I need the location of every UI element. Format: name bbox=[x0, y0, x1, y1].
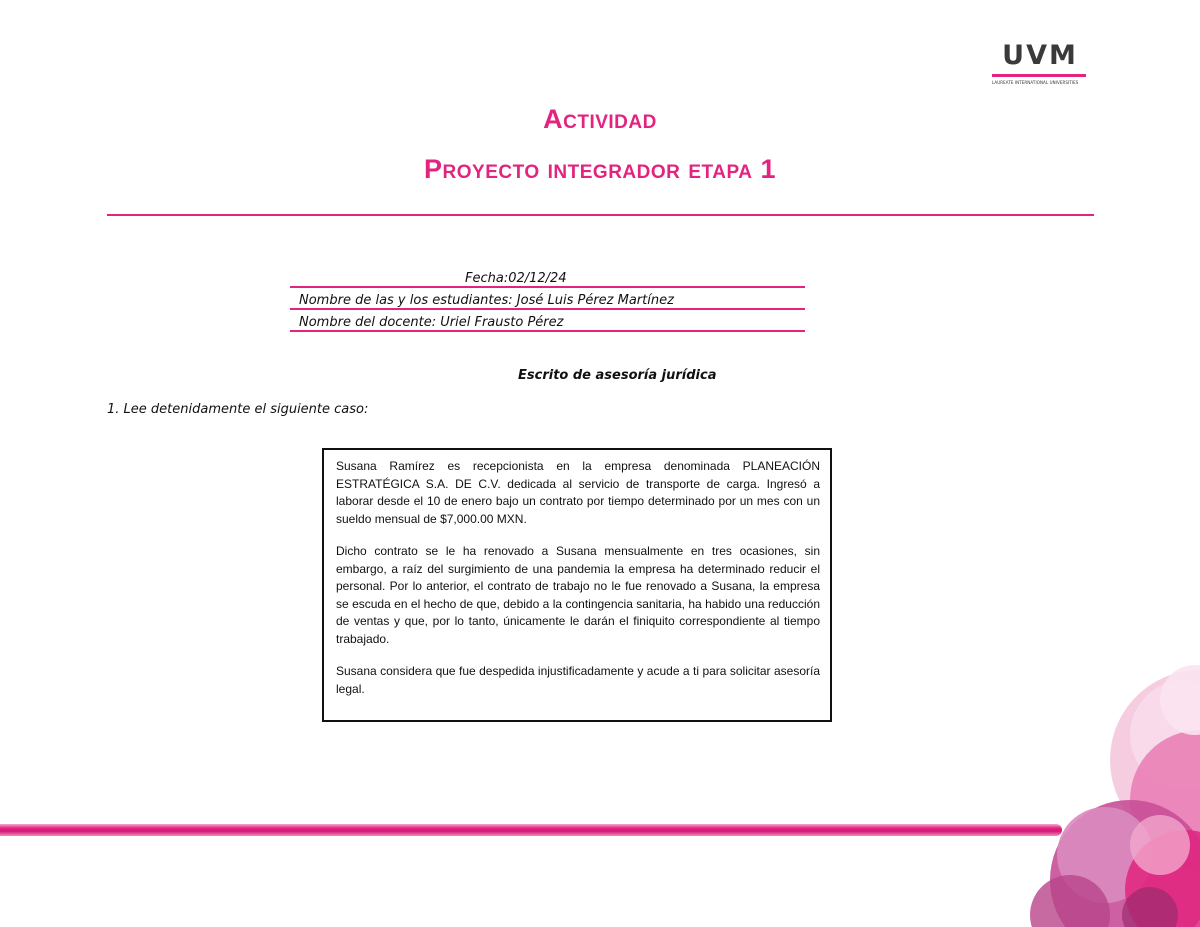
page-title: Actividad bbox=[543, 104, 657, 134]
date-field: Fecha:02/12/24 bbox=[290, 269, 805, 288]
case-box bbox=[322, 448, 832, 722]
footer-bar bbox=[0, 824, 1062, 836]
header-divider bbox=[107, 214, 1094, 216]
logo-word: UVM bbox=[1002, 40, 1078, 71]
logo-subtitle: LAUREATE INTERNATIONAL UNIVERSITIES bbox=[992, 80, 1079, 85]
case-paragraph: Dicho contrato se le ha renovado a Susana mensualmente en tres ocasiones, sin embargo, a raíz del surgimiento de una pandemia la empresa ha determinado reducir el personal. Por lo anterior, el contrato de trabajo no le fue renovado a Susana, la empresa se escuda en el hecho de que, debido a la contingencia sanitaria, ha habido una reducción de ventas y que, por lo tanto, únicamente le darán el finiquito correspondiente al tiempo trabajado. bbox=[336, 544, 820, 646]
students-field: Nombre de las y los estudiantes: José Luis Pérez Martínez bbox=[290, 291, 805, 310]
uvm-logo bbox=[992, 40, 1092, 88]
page-subtitle: Proyecto integrador etapa 1 bbox=[424, 154, 776, 184]
instruction-text: 1. Lee detenidamente el siguiente caso: bbox=[107, 402, 369, 417]
teacher-field: Nombre del docente: Uriel Frausto Pérez bbox=[290, 313, 805, 332]
logo-underline bbox=[992, 74, 1086, 77]
case-paragraph: Susana Ramírez es recepcionista en la empresa denominada PLANEACIÓN ESTRATÉGICA S.A. DE C.V. dedicada al servicio de transporte de carga. Ingresó a laborar desde el 10 de enero bajo un contrato por tiempo determinado por un mes con un sueldo mensual de $7,000.00 MXN. bbox=[336, 459, 820, 526]
document-heading: Escrito de asesoría jurídica bbox=[518, 368, 717, 383]
case-paragraph: Susana considera que fue despedida injustificadamente y acude a ti para solicitar asesoría legal. bbox=[336, 664, 820, 696]
decorative-circles bbox=[1010, 640, 1200, 927]
